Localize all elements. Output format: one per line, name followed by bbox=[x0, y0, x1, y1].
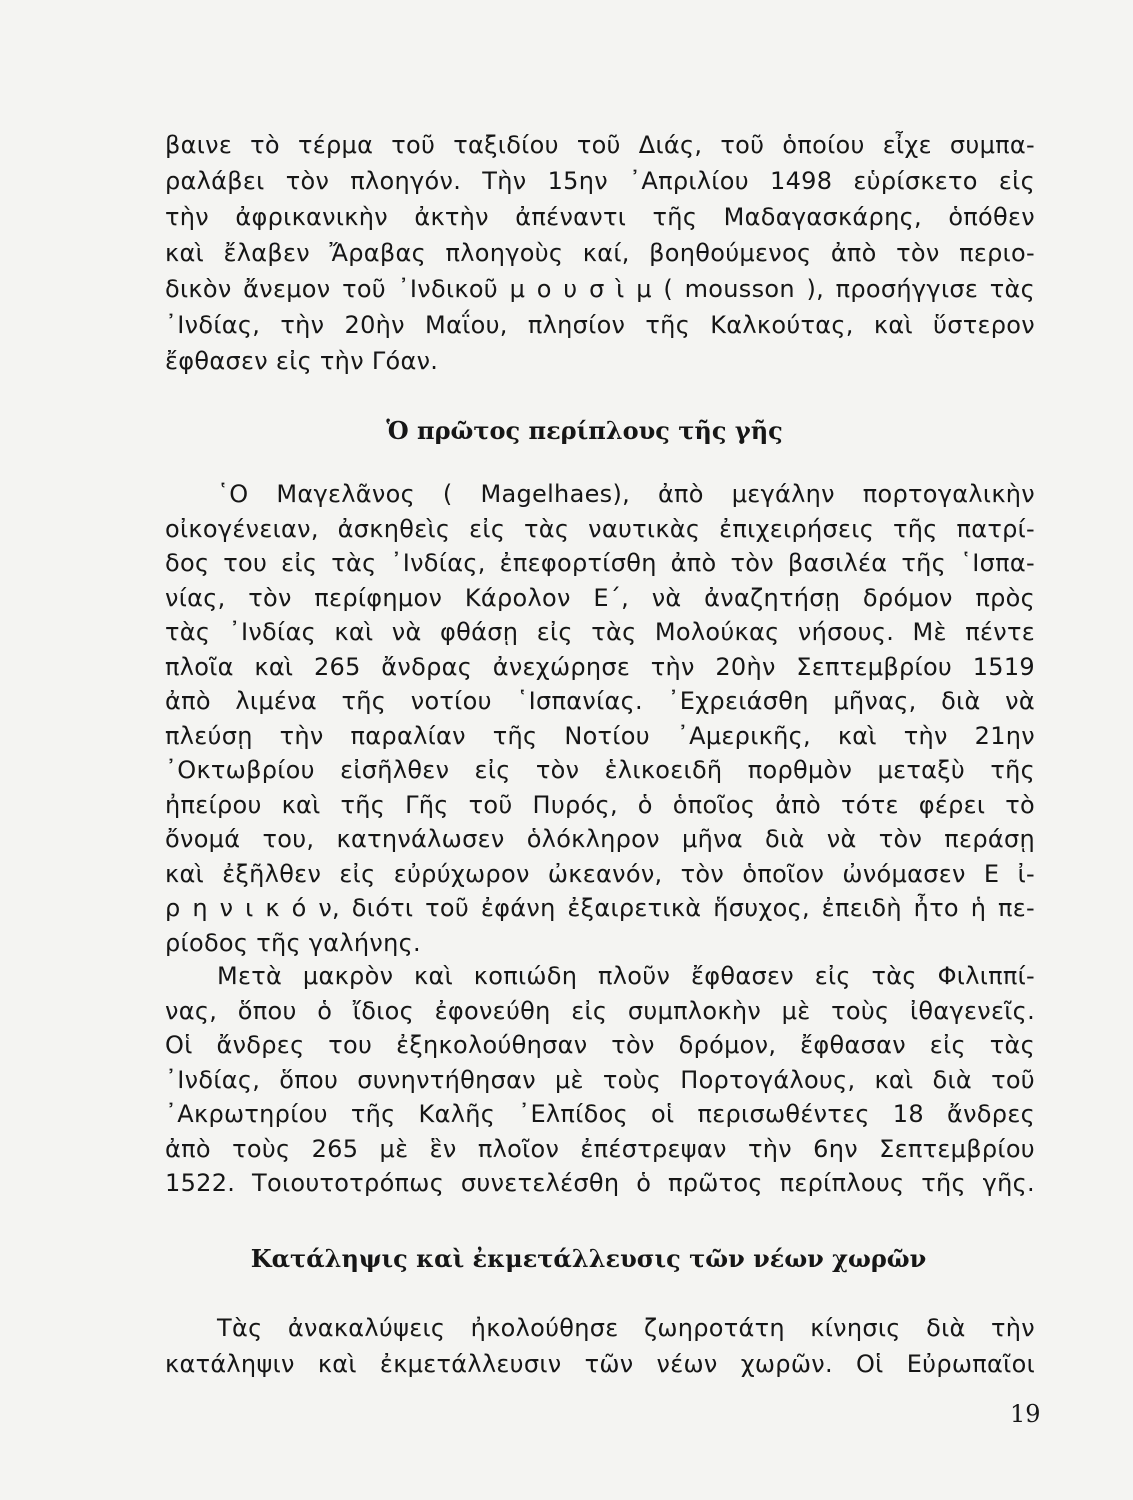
text-line: πλεύσῃ τὴν παραλίαν τῆς Νοτίου ᾿Αμερικῆς, καὶ τὴν 21ην bbox=[165, 721, 1035, 750]
text-line: ρίοδος τῆς γαλήνης. bbox=[165, 928, 421, 957]
text-line: ραλάβει τὸν πλοηγόν. Τὴν 15ην ᾿Απριλίου 1498 εὑρίσκετο εἰς bbox=[165, 167, 1035, 195]
text-line: ᾿Ινδίας, τὴν 20ὴν Μαΐου, πλησίον τῆς Καλκούτας, καὶ ὕστερον bbox=[165, 311, 1035, 339]
text-line: κατάληψιν καὶ ἐκμετάλλευσιν τῶν νέων χωρῶν. Οἱ Εὐρωπαῖοι bbox=[165, 1350, 1035, 1378]
text-line: οἰκογένειαν, ἀσκηθεὶς εἰς τὰς ναυτικὰς ἐπιχειρήσεις τῆς πατρί- bbox=[165, 514, 1035, 543]
text-line: νίας, τὸν περίφημον Κάρολον Ε΄, νὰ ἀναζητήσῃ δρόμον πρὸς bbox=[165, 583, 1035, 612]
text-line: Μετὰ μακρὸν καὶ κοπιώδη πλοῦν ἔφθασεν εἰς τὰς Φιλιππί- bbox=[217, 962, 1035, 990]
paragraph-return-voyage bbox=[165, 959, 1035, 1201]
text-line: ἀπὸ λιμένα τῆς νοτίου ῾Ισπανίας. ᾿Εχρειάσθη μῆνας, διὰ νὰ bbox=[165, 687, 1035, 715]
text-line: Τὰς ἀνακαλύψεις ἠκολούθησε ζωηροτάτη κίνησις διὰ τὴν bbox=[217, 1314, 1035, 1342]
text-line: ἀπὸ τοὺς 265 μὲ ἓν πλοῖον ἐπέστρεψαν τὴν 6ην Σεπτεμβρίου bbox=[165, 1134, 1035, 1163]
text-line: 1522. Τοιουτοτρόπως συνετελέσθη ὁ πρῶτος περίπλους τῆς γῆς. bbox=[165, 1169, 1035, 1197]
page-number: 19 bbox=[1010, 1400, 1041, 1428]
text-line: δος του εἰς τὰς ᾿Ινδίας, ἐπεφορτίσθη ἀπὸ τὸν βασιλέα τῆς ῾Ισπα- bbox=[165, 549, 1035, 577]
text-line: πλοῖα καὶ 265 ἄνδρας ἀνεχώρησε τὴν 20ὴν Σεπτεμβρίου 1519 bbox=[165, 652, 1035, 681]
paragraph-magellan bbox=[165, 477, 1035, 960]
section-heading-first-circumnavigation: Ὁ πρῶτος περίπλους τῆς γῆς bbox=[386, 416, 783, 445]
section-heading-occupation: Κατάληψις καὶ ἐκμετάλλευσις τῶν νέων χωρῶν bbox=[250, 1244, 927, 1273]
text-line: ὄνομά του, κατηνάλωσεν ὁλόκληρον μῆνα διὰ νὰ τὸν περάσῃ bbox=[165, 825, 1035, 853]
text-line: ᾿Ακρωτηρίου τῆς Καλῆς ᾿Ελπίδος οἱ περισωθέντες 18 ἄνδρες bbox=[165, 1100, 1035, 1128]
text-line: ᾿Οκτωβρίου εἰσῆλθεν εἰς τὸν ἑλικοειδῆ πορθμὸν μεταξὺ τῆς bbox=[165, 756, 1035, 784]
text-line: Οἱ ἄνδρες του ἐξηκολούθησαν τὸν δρόμον, ἔφθασαν εἰς τὰς bbox=[165, 1031, 1035, 1059]
text-line: καὶ ἐξῆλθεν εἰς εὐρύχωρον ὠκεανόν, τὸν ὁποῖον ὠνόμασεν Ε ἰ- bbox=[165, 859, 1035, 888]
text-line: βαινε τὸ τέρμα τοῦ ταξιδίου τοῦ Διάς, τοῦ ὁποίου εἶχε συμπα- bbox=[165, 131, 1035, 159]
text-line: ἔφθασεν εἰς τὴν Γόαν. bbox=[165, 347, 439, 375]
text-line: ᾿Ινδίας, ὅπου συνηντήθησαν μὲ τοὺς Πορτογάλους, καὶ διὰ τοῦ bbox=[165, 1065, 1035, 1094]
text-line: ρ η ν ι κ ό ν, διότι τοῦ ἐφάνη ἐξαιρετικὰ ἥσυχος, ἐπειδὴ ἦτο ἡ πε- bbox=[165, 894, 1035, 922]
text-line: τὰς ᾿Ινδίας καὶ νὰ φθάσῃ εἰς τὰς Μολούκας νήσους. Μὲ πέντε bbox=[165, 618, 1035, 646]
text-line: νας, ὅπου ὁ ἴδιος ἐφονεύθη εἰς συμπλοκὴν μὲ τοὺς ἰθαγενεῖς. bbox=[165, 996, 1035, 1025]
text-line: δικὸν ἄνεμον τοῦ ᾿Ινδικοῦ μ ο υ σ ὶ μ ( mousson ), προσήγγισε τὰς bbox=[165, 275, 1035, 303]
text-line: ἠπείρου καὶ τῆς Γῆς τοῦ Πυρός, ὁ ὁποῖος ἀπὸ τότε φέρει τὸ bbox=[165, 790, 1035, 819]
text-line: τὴν ἀφρικανικὴν ἀκτὴν ἀπέναντι τῆς Μαδαγασκάρης, ὁπόθεν bbox=[165, 203, 1035, 231]
text-line: καὶ ἔλαβεν Ἄραβας πλοηγοὺς καί, βοηθούμενος ἀπὸ τὸν περιο- bbox=[165, 239, 1035, 267]
paragraph-dias-voyage bbox=[165, 127, 1035, 379]
paragraph-occupation bbox=[165, 1310, 1035, 1382]
text-line: ῾Ο Μαγελᾶνος ( Magelhaes), ἀπὸ μεγάλην πορτογαλικὴν bbox=[217, 480, 1035, 508]
